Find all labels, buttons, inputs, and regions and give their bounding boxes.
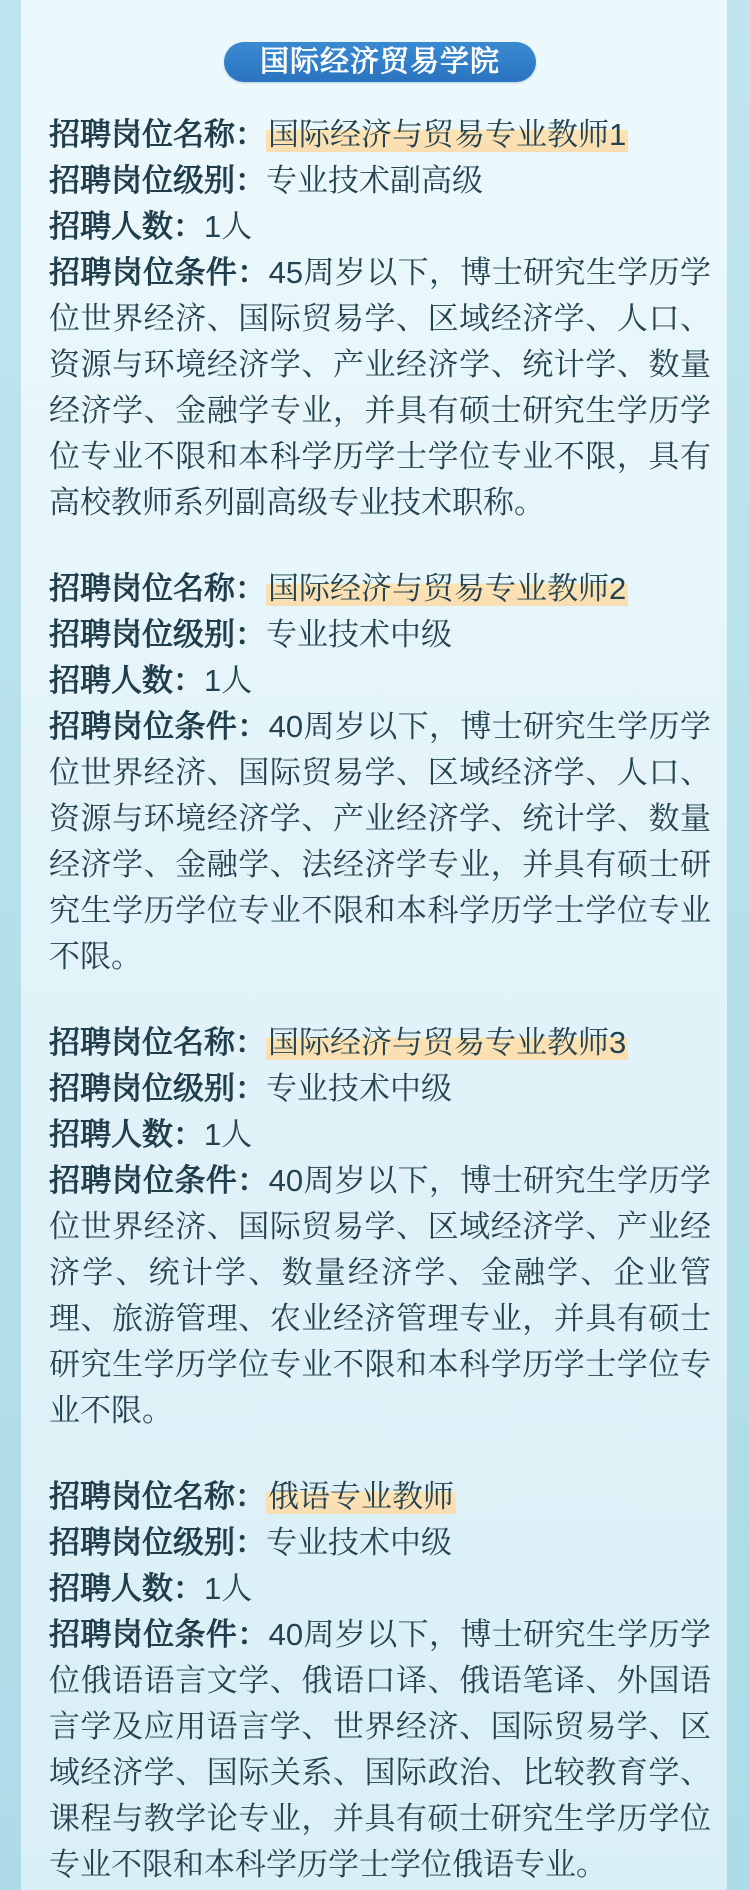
job-count-value: 1人: [204, 209, 253, 244]
job-condition-value: 40周岁以下，博士研究生学历学位世界经济、国际贸易学、区域经济学、产业经济学、统计学、数量经济学、金融学、企业管理、旅游管理、农业经济管理专业，并具有硕士研究生学历学位专业不限和本科学历学士学位专业不限。: [49, 1163, 712, 1428]
job-condition-value: 40周岁以下，博士研究生学历学位俄语语言文学、俄语口译、俄语笔译、外国语言学及应用语言学、世界经济、国际贸易学、区域经济学、国际关系、国际政治、比较教育学、课程与教学论专业，并具有硕士研究生学历学位专业不限和本科学历学士学位俄语专业。: [49, 1617, 712, 1882]
job-name-row: [49, 1474, 711, 1520]
job-level-value: 专业技术中级: [266, 617, 452, 652]
job-section-4: [49, 1474, 711, 1888]
job-level-row: [49, 158, 711, 204]
job-level-label: 招聘岗位级别：: [49, 163, 266, 198]
job-level-value: 专业技术副高级: [266, 163, 483, 198]
job-condition-value: 45周岁以下，博士研究生学历学位世界经济、国际贸易学、区域经济学、人口、资源与环境经济学、产业经济学、统计学、数量经济学、金融学专业，并具有硕士研究生学历学位专业不限和本科学历学士学位专业不限，具有高校教师系列副高级专业技术职称。: [49, 255, 712, 520]
job-count-value: 1人: [204, 663, 253, 698]
job-condition-label: 招聘岗位条件：: [49, 255, 269, 290]
job-condition-value: 40周岁以下，博士研究生学历学位世界经济、国际贸易学、区域经济学、人口、资源与环境经济学、产业经济学、统计学、数量经济学、金融学、法经济学专业，并具有硕士研究生学历学位专业不限和本科学历学士学位专业不限。: [49, 709, 712, 974]
job-condition-paragraph: [49, 704, 711, 980]
badge-row: [49, 42, 711, 82]
job-name-row: [49, 112, 711, 158]
job-level-label: 招聘岗位级别：: [49, 617, 266, 652]
job-name-label: 招聘岗位名称：: [49, 117, 266, 152]
job-count-row: [49, 204, 711, 250]
job-condition-paragraph: [49, 250, 711, 526]
job-condition-label: 招聘岗位条件：: [49, 709, 269, 744]
job-count-row: [49, 658, 711, 704]
job-count-label: 招聘人数：: [49, 1117, 204, 1152]
job-section-1: [49, 112, 711, 526]
job-name-row: [49, 1020, 711, 1066]
job-count-label: 招聘人数：: [49, 209, 204, 244]
job-name-value: 国际经济与贸易专业教师1: [268, 117, 627, 152]
job-count-value: 1人: [204, 1571, 253, 1606]
job-count-row: [49, 1566, 711, 1612]
job-name-row: [49, 566, 711, 612]
job-level-label: 招聘岗位级别：: [49, 1525, 266, 1560]
job-count-value: 1人: [204, 1117, 253, 1152]
job-level-value: 专业技术中级: [266, 1525, 452, 1560]
job-level-value: 专业技术中级: [266, 1071, 452, 1106]
college-badge: 国际经济贸易学院: [224, 42, 536, 82]
job-count-label: 招聘人数：: [49, 1571, 204, 1606]
job-name-label: 招聘岗位名称：: [49, 1025, 266, 1060]
job-name-label: 招聘岗位名称：: [49, 1479, 266, 1514]
job-condition-paragraph: [49, 1612, 711, 1888]
job-level-row: [49, 1520, 711, 1566]
job-condition-paragraph: [49, 1158, 711, 1434]
job-name-value: 国际经济与贸易专业教师2: [268, 571, 627, 606]
job-section-3: [49, 1020, 711, 1434]
content-card: [21, 0, 727, 1890]
job-level-row: [49, 1066, 711, 1112]
job-name-label: 招聘岗位名称：: [49, 571, 266, 606]
job-count-row: [49, 1112, 711, 1158]
job-name-value: 国际经济与贸易专业教师3: [268, 1025, 627, 1060]
job-count-label: 招聘人数：: [49, 663, 204, 698]
job-section-2: [49, 566, 711, 980]
job-name-value: 俄语专业教师: [268, 1479, 454, 1514]
job-level-label: 招聘岗位级别：: [49, 1071, 266, 1106]
job-condition-label: 招聘岗位条件：: [49, 1163, 269, 1198]
job-level-row: [49, 612, 711, 658]
job-condition-label: 招聘岗位条件：: [49, 1617, 269, 1652]
